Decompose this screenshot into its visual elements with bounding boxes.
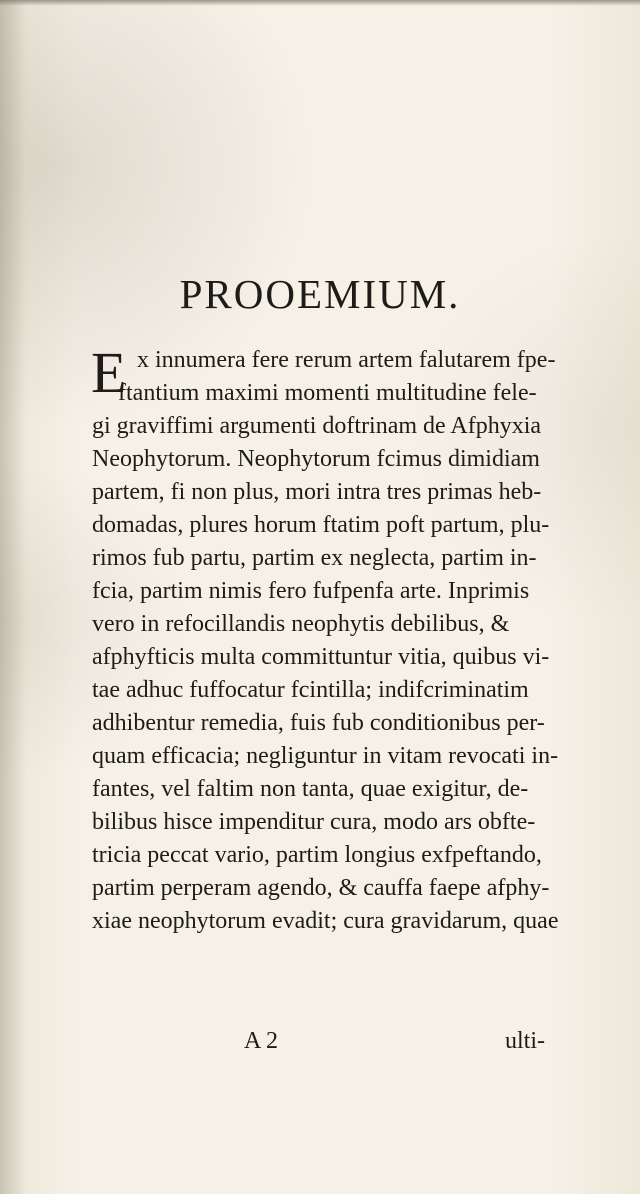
text-line: tae adhuc fuffocatur fcintilla; indifcriminatim [92, 677, 529, 703]
top-border [0, 0, 640, 6]
text-line: xiae neophytorum evadit; cura gravidarum, quae [92, 908, 559, 934]
body-text [0, 340, 640, 1048]
text-line: rimos fub partu, partim ex neglecta, partim in- [92, 545, 537, 571]
text-line: afphyfticis multa committuntur vitia, quibus vi- [92, 644, 550, 670]
text-line: ftantium maximi momenti multitudine fele- [118, 380, 537, 406]
signature-mark: A 2 [243, 1028, 278, 1054]
text-line: x innumera fere rerum artem falutarem fpe- [137, 347, 556, 373]
drop-cap: E [91, 340, 127, 405]
text-line: Neophytorum. Neophytorum fcimus dimidiam [92, 446, 540, 472]
text-line: partem, fi non plus, mori intra tres primas heb- [92, 479, 542, 505]
text-line: bilibus hisce impenditur cura, modo ars obfte- [92, 809, 536, 835]
text-line: domadas, plures horum ftatim poft partum, plu- [92, 512, 550, 538]
text-line: partim perperam agendo, & cauffa faepe afphy- [92, 875, 550, 901]
catchword: ulti- [505, 1028, 545, 1054]
text-line: quam efficacia; negliguntur in vitam revocati in- [92, 743, 559, 769]
text-line: adhibentur remedia, fuis fub conditionibus per- [92, 710, 545, 736]
text-line: tricia peccat vario, partim longius exfpeftando, [92, 842, 542, 868]
page-title: PROOEMIUM. [179, 271, 461, 317]
text-line: fcia, partim nimis fero fufpenfa arte. Inprimis [92, 578, 530, 604]
text-line: gi graviffimi argumenti doftrinam de Afphyxia [92, 413, 542, 439]
text-line: vero in refocillandis neophytis debilibus, & [92, 611, 510, 637]
text-line: fantes, vel faltim non tanta, quae exigitur, de- [92, 776, 529, 802]
page-footer [0, 1029, 640, 1063]
